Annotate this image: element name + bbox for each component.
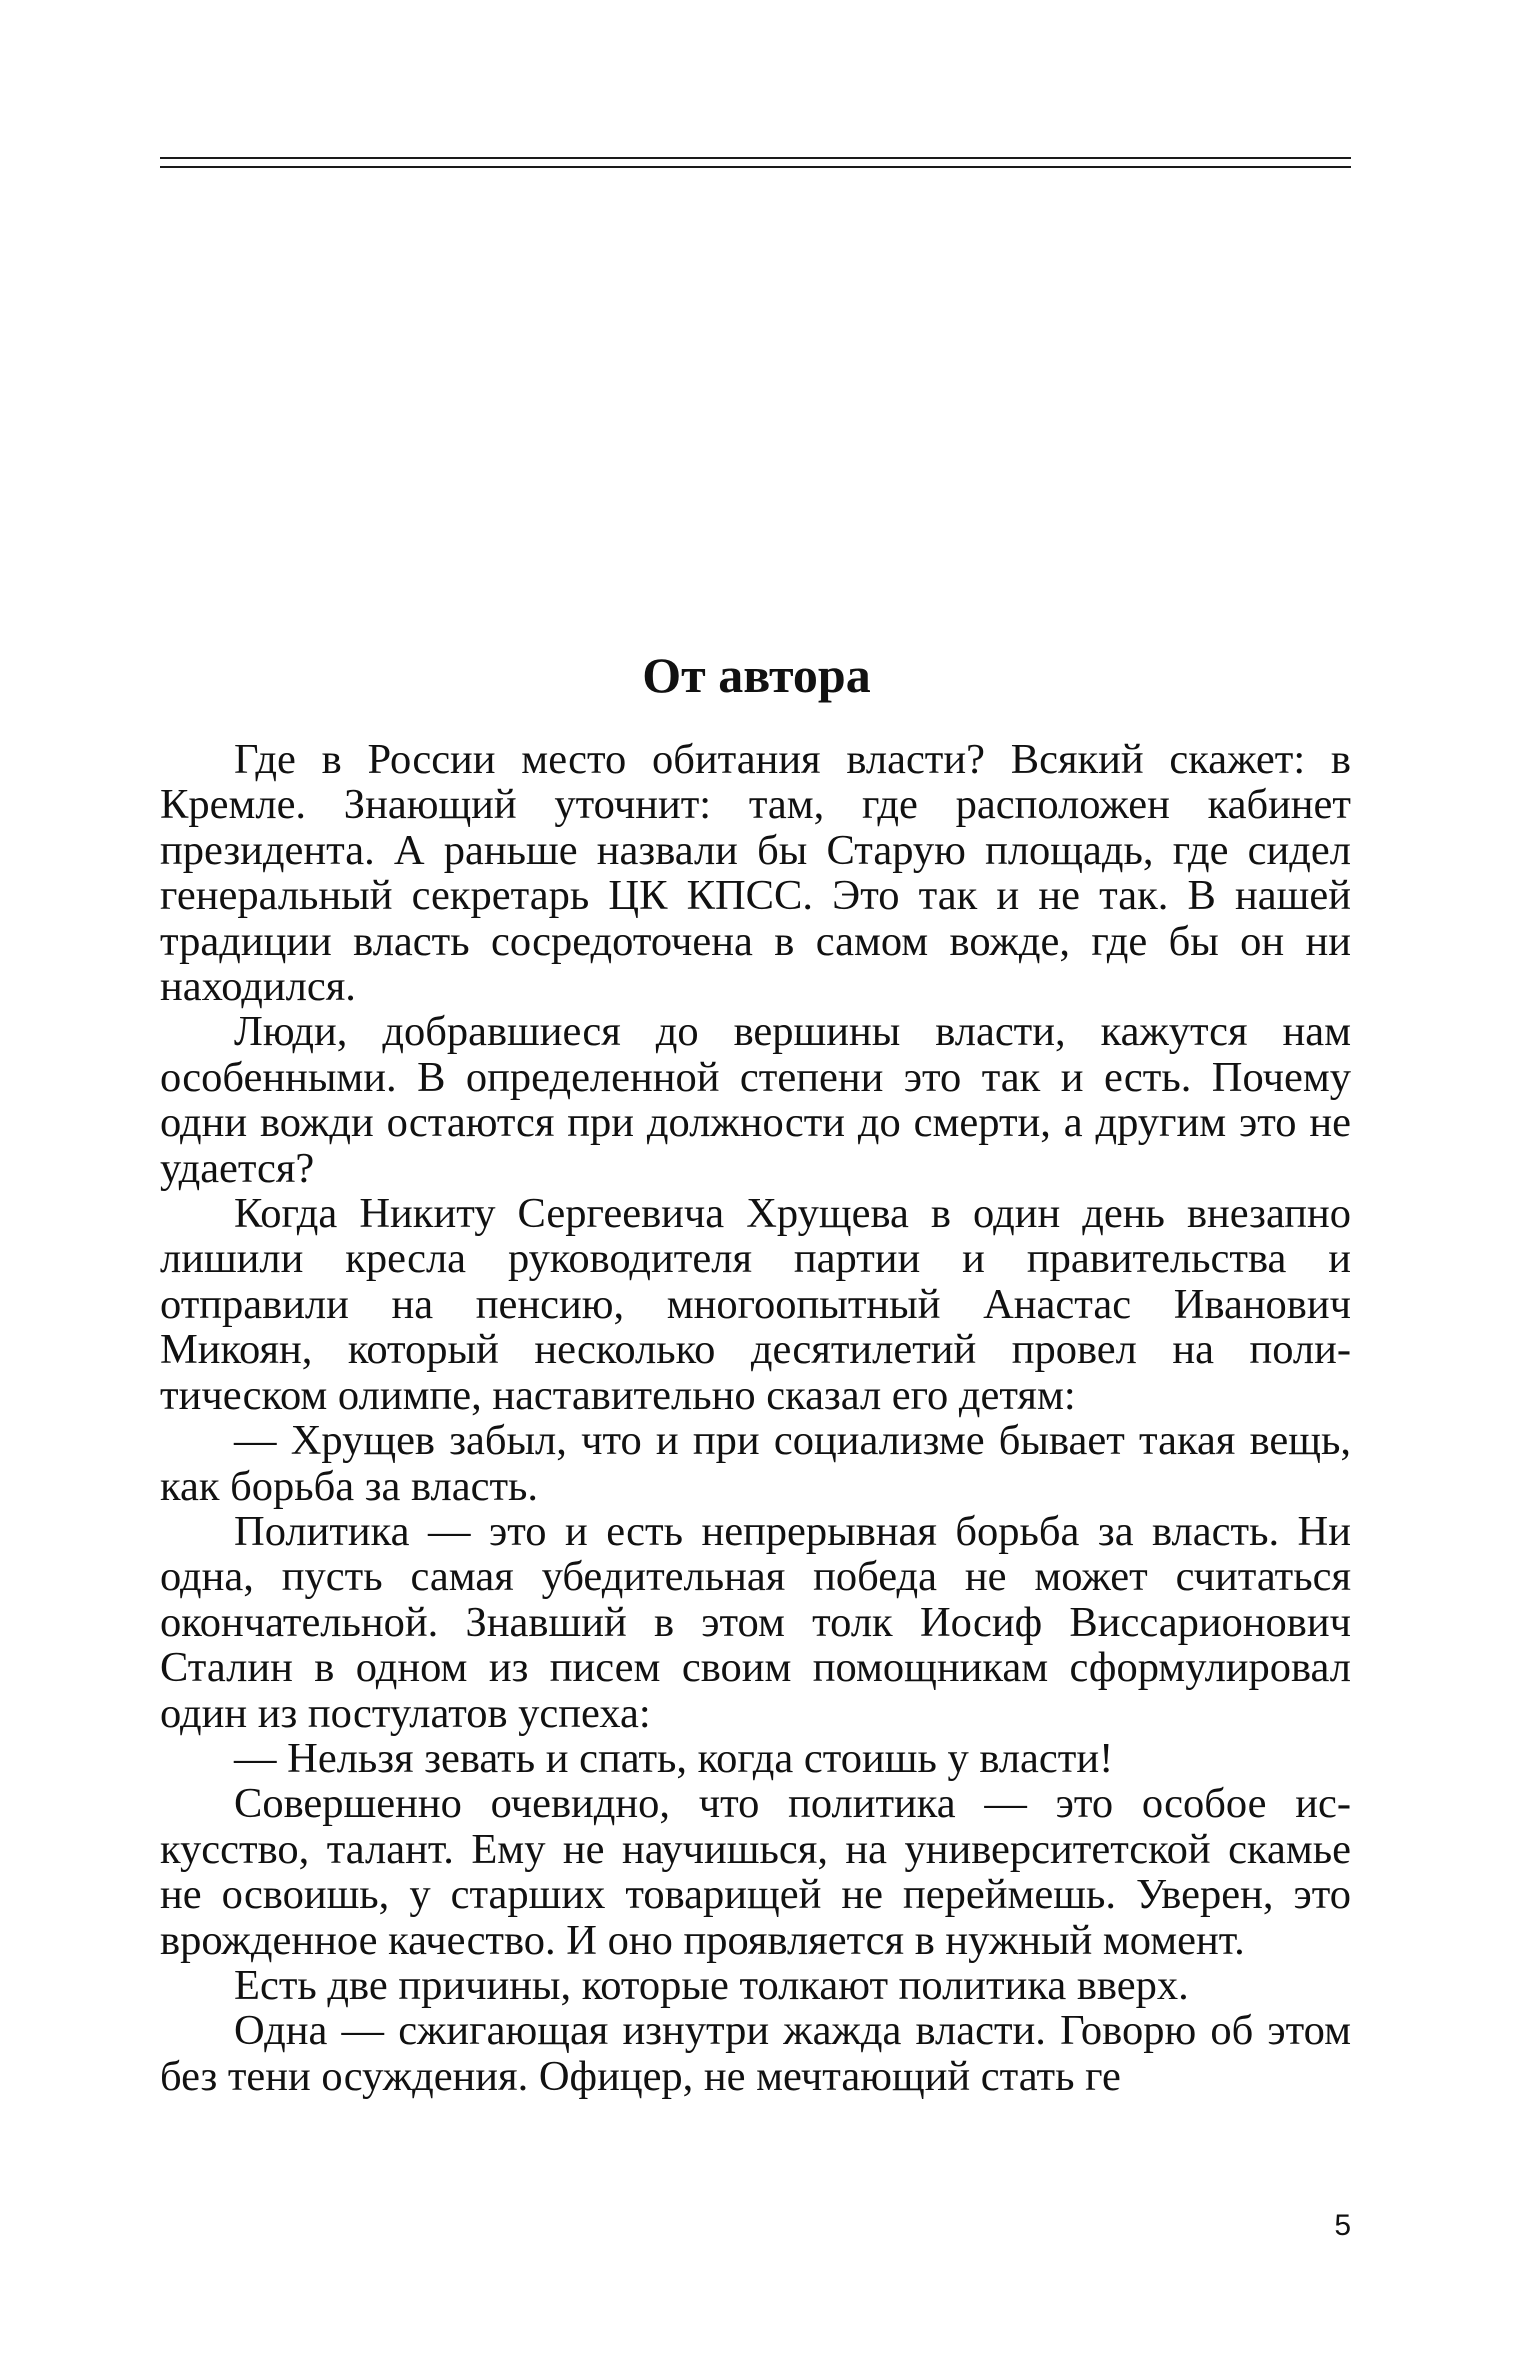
paragraph: Совершенно очевидно, что политика — это особое искусство, талант. Ему не научишься, на университетской скамье не освоишь, у старших товарищей не переймешь. Уверен, это врожденное качество. И оно проявляется в нужный момент. (160, 1780, 1351, 1964)
paragraph: Когда Никиту Сергеевича Хрущева в один день внезапно лишили кресла руководителя партии и правительства и отправили на пенсию, многоопытный Анастас Иванович Микоян, который несколько десятилетий провел на политическом олимпе, наставительно сказал его детям: (160, 1190, 1351, 1419)
header-rule-bottom (160, 166, 1351, 168)
paragraph: Одна — сжигающая изнутри жажда власти. Говорю об этом без тени осуждения. Офицер, не мечтающий стать ге (160, 2007, 1351, 2100)
chapter-title: От автора (642, 647, 871, 703)
paragraph: Люди, добравшиеся до вершины власти, кажутся нам особенными. В определенной степени это так и есть. Почему одни вожди остаются при должности до смерти, а другим это не удается? (160, 1008, 1351, 1192)
page-number: 5 (1334, 2209, 1351, 2242)
paragraph: Политика — это и есть непрерывная борьба за власть. Ни одна, пусть самая убедительная победа не может считаться окончательной. Знавший в этом толк Иосиф Виссарионович Сталин в одном из писем своим помощникам сформулировал один из постулатов успеха: (160, 1507, 1351, 1737)
body-text (160, 737, 1351, 2099)
header-rule-top (160, 157, 1351, 159)
paragraph: — Хрущев забыл, что и при социализме бывает такая вещь, как борьба за власть. (160, 1417, 1351, 1510)
paragraph: — Нельзя зевать и спать, когда стоишь у власти! (234, 1734, 1114, 1782)
paragraph: Где в России место обитания власти? Всякий скажет: в Кремле. Знающий уточнит: там, где расположен кабинет президента. А раньше назвали бы Старую площадь, где сидел генеральный секретарь ЦК КПСС. Это так и не так. В нашей традиции власть сосредоточена в самом вожде, где бы он ни находился. (160, 736, 1351, 1011)
paragraph: Есть две причины, которые толкают политика вверх. (234, 1961, 1189, 2009)
